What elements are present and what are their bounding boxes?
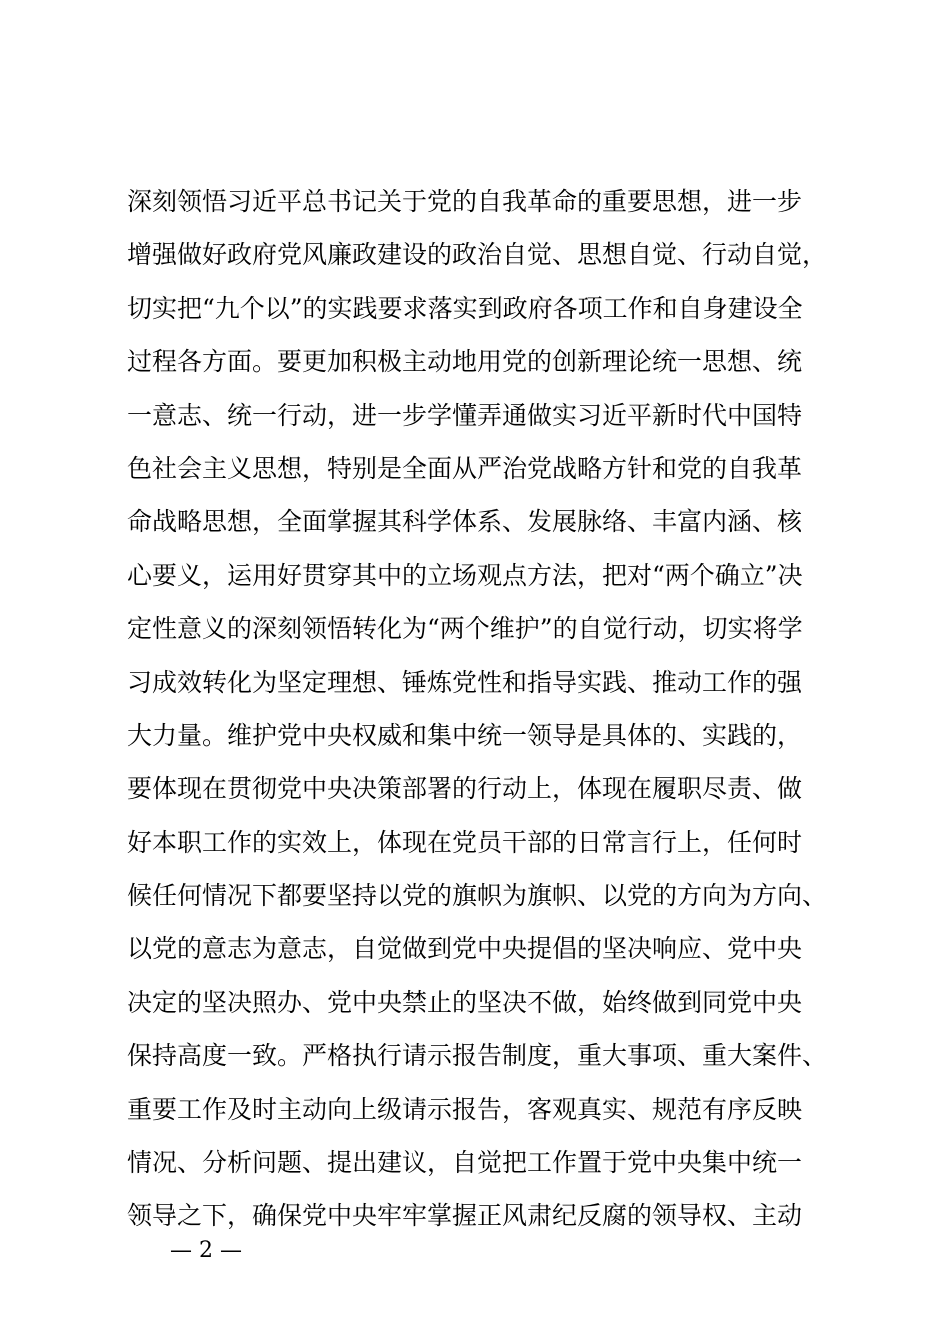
text-line: 好本职工作的实效上，体现在党员干部的日常言行上，任何时 (127, 827, 803, 857)
text-line: 大力量。维护党中央权威和集中统一领导是具体的、实践的， (127, 720, 803, 750)
text-line: 习成效转化为坚定理想、锤炼党性和指导实践、推动工作的强 (127, 667, 803, 697)
text-line: 色社会主义思想，特别是全面从严治党战略方针和党的自我革 (127, 453, 803, 483)
text-line: 增强做好政府党风廉政建设的政治自觉、思想自觉、行动自觉， (127, 240, 828, 270)
page-number: — 2 — (170, 1238, 242, 1263)
text-line: 候任何情况下都要坚持以党的旗帜为旗帜、以党的方向为方向、 (127, 881, 828, 911)
text-line: 要体现在贯彻党中央决策部署的行动上，体现在履职尽责、做 (127, 774, 803, 804)
text-line: 以党的意志为意志，自觉做到党中央提倡的坚决响应、党中央 (127, 934, 803, 964)
text-line: 定性意义的深刻领悟转化为“两个维护”的自觉行动，切实将学 (127, 614, 803, 644)
text-line: 重要工作及时主动向上级请示报告，客观真实、规范有序反映 (127, 1094, 803, 1124)
body-text (127, 180, 867, 1248)
text-line: 心要义，运用好贯穿其中的立场观点方法，把对“两个确立”决 (127, 560, 803, 590)
text-line: 切实把“九个以”的实践要求落实到政府各项工作和自身建设全 (127, 293, 803, 323)
text-line: 决定的坚决照办、党中央禁止的坚决不做，始终做到同党中央 (127, 987, 803, 1017)
text-line: 命战略思想，全面掌握其科学体系、发展脉络、丰富内涵、核 (127, 507, 803, 537)
text-line: 情况、分析问题、提出建议，自觉把工作置于党中央集中统一 (127, 1148, 803, 1178)
text-line: 深刻领悟习近平总书记关于党的自我革命的重要思想，进一步 (127, 187, 803, 216)
text-line: 领导之下，确保党中央牢牢掌握正风肃纪反腐的领导权、主动 (127, 1201, 803, 1231)
text-line: 保持高度一致。严格执行请示报告制度，重大事项、重大案件、 (127, 1041, 828, 1071)
text-line: 一意志、统一行动，进一步学懂弄通做实习近平新时代中国特 (127, 400, 803, 430)
text-line: 过程各方面。要更加积极主动地用党的创新理论统一思想、统 (127, 347, 803, 377)
